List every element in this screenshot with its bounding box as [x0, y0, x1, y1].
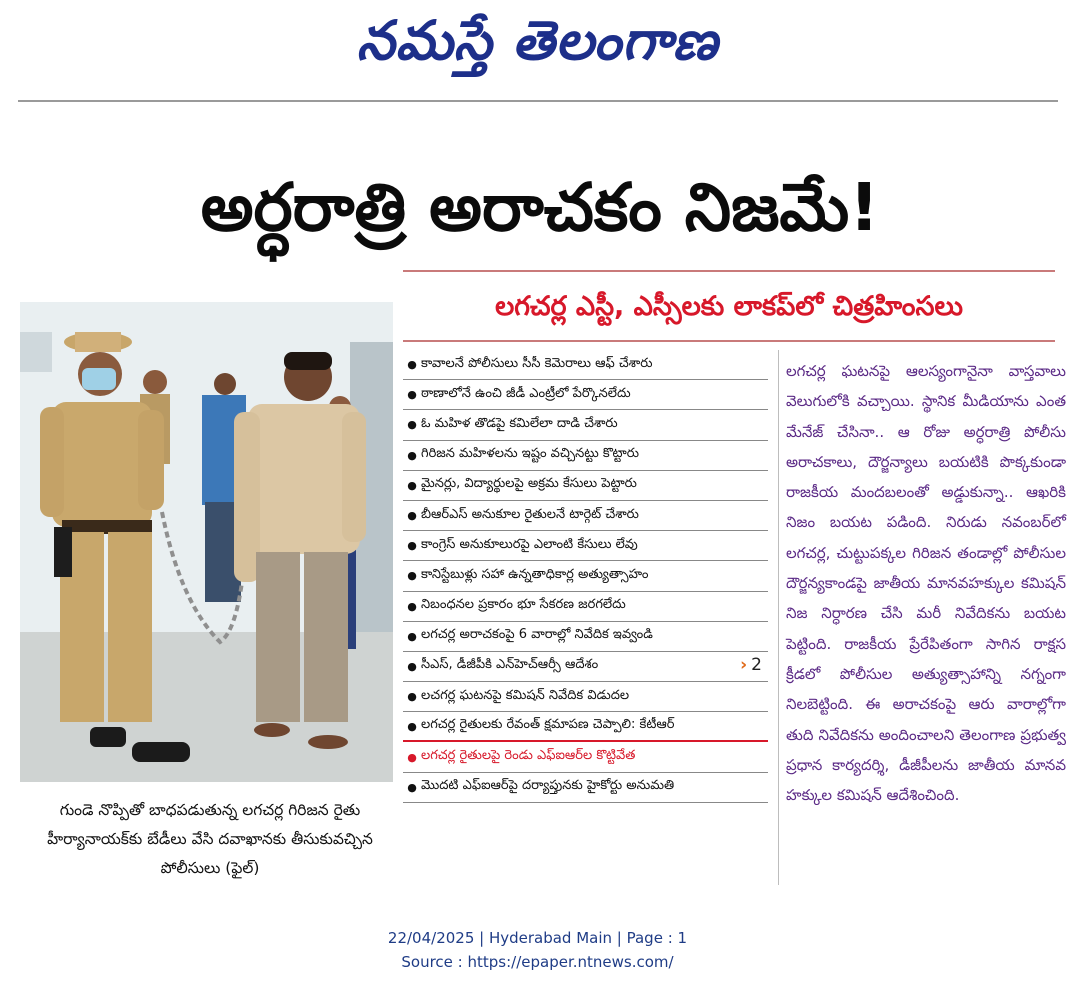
bullet-text: ఠాణాలోనే ఉంచి జీడీ ఎంట్రీలో పేర్కొనలేదు [421, 385, 631, 401]
bullet-text: మైనర్లు, విద్యార్థులపై అక్రమ కేసులు పెట్టారు [421, 476, 637, 492]
bullet-item-highlight [403, 742, 768, 772]
page-number: 2 [751, 654, 762, 675]
bullet-item [403, 682, 768, 712]
bullet-item [403, 441, 768, 471]
bullet-icon: ● [407, 509, 417, 523]
bullet-text: లచగర్ల ఘటనపై కమిషన్‌ నివేదిక విడుదల [421, 687, 630, 703]
bullet-icon: ● [407, 418, 417, 432]
bullet-text: కానిస్టేబుళ్లు సహా ఉన్నతాధికార్ల అత్యుత్సాహం [421, 566, 649, 582]
subheadline-bottom-rule [403, 340, 1055, 342]
bullet-text: మొదటి ఎఫ్‌ఐఆర్‌పై దర్యాప్తునకు హైకోర్టు అనుమతి [421, 778, 675, 794]
masthead-divider [18, 100, 1058, 102]
newspaper-logo: నమస్తే తెలంగాణ [356, 8, 719, 72]
bullet-text: కావాలనే పోలీసులు సీసీ కెమెరాలు ఆఫ్‌ చేశారు [421, 355, 653, 371]
footer-date-edition: 22/04/2025 | Hyderabad Main | Page : 1 [387, 929, 688, 947]
bullet-item [403, 380, 768, 410]
photo-caption: గుండె నొప్పితో బాధపడుతున్న లగచర్ల గిరిజన రైతు హీర్యానాయక్‌కు బేడీలు వేసి దవాఖానకు తీసుకువచ్చిన పోలీసులు (ఫైల్‌) [47, 801, 373, 877]
bullet-icon: ● [407, 448, 417, 462]
main-headline: అర్ధరాత్రి అరాచకం నిజమే! [200, 169, 880, 246]
subheadline-top-rule [403, 270, 1055, 272]
bullet-item [403, 471, 768, 501]
bullet-icon: ● [407, 750, 417, 764]
article-body: లగచర్ల ఘటనపై ఆలస్యంగానైనా వాస్తవాలు వెలుగులోకి వచ్చాయి. స్థానిక మీడియాను ఎంత మేనేజ్‌ చేసినా.. ఆ రోజు అర్ధరాత్రి పోలీసు అరాచకాలు, దౌర్జన్యాలు బయటికి పొక్కకుండా రాజకీయ మందబలంతో అడ్డుకున్నా.. ఆఖరికి నిజం బయట పడింది. నిరుడు నవంబర్‌లో లగచర్ల, చుట్టుపక్కల గిరిజన తండాల్లో పోలీసుల దౌర్జన్యకాండపై జాతీయ మానవహక్కుల కమిషన్‌ నిజ నిర్ధారణ చేసి మరీ నివేదికను బయట పెట్టింది. రాజకీయ ప్రేరేపితంగా సాగిన రాక్షస క్రీడలో పోలీసుల అత్యుత్సాహాన్ని నగ్నంగా నిలబెట్టింది. ఈ అరాచకంపై ఆరు వారాల్లోగా తుది నివేదికను అందించాలని తెలంగాణ ప్రభుత్వ ప్రధాన కార్యదర్శి, డీజీపీలను జాతీయ మానవ హక్కుల కమిషన్‌ ఆదేశించింది. [786, 362, 1066, 805]
bullet-item [403, 501, 768, 531]
bullet-icon: ● [407, 780, 417, 794]
bullet-text: ఓ మహిళ తొడపై కమిలేలా దాడి చేశారు [421, 415, 618, 431]
bullet-icon: ● [407, 388, 417, 402]
bullet-icon: ● [407, 478, 417, 492]
bullet-text: నిబంధనల ప్రకారం భూ సేకరణ జరగలేదు [421, 597, 626, 613]
column-divider [778, 350, 779, 885]
bullet-list [403, 350, 768, 803]
masthead [0, 0, 1075, 100]
bullet-item [403, 350, 768, 380]
bullet-item [403, 561, 768, 591]
bullet-item [403, 592, 768, 622]
page-reference[interactable] [740, 655, 762, 675]
bullet-icon: ● [407, 690, 417, 704]
chevron-right-icon: › [740, 654, 748, 675]
police-escort-illustration [20, 302, 393, 782]
bullet-icon: ● [407, 358, 417, 372]
news-photo [20, 302, 393, 782]
bullet-icon: ● [407, 659, 417, 673]
bullet-icon: ● [407, 539, 417, 553]
subheadline: లగచర్ల ఎస్టీ, ఎస్సీలకు లాకప్‌లో చిత్రహింసలు [495, 291, 963, 322]
bullet-text: లగచర్ల రైతులపై రెండు ఎఫ్‌ఐఆర్‌ల కొట్టివేత [421, 748, 636, 764]
bullet-item [403, 652, 768, 682]
page-footer [0, 926, 1075, 974]
footer-source-link[interactable]: Source : https://epaper.ntnews.com/ [401, 953, 674, 971]
bullet-text: కాంగ్రెస్‌ అనుకూలురపై ఎలాంటి కేసులు లేవు [421, 536, 638, 552]
bullet-icon: ● [407, 569, 417, 583]
bullet-item [403, 410, 768, 440]
bullet-item [403, 531, 768, 561]
bullet-icon: ● [407, 599, 417, 613]
bullet-item [403, 712, 768, 742]
bullet-text: లగచర్ల అరాచకంపై 6 వారాల్లో నివేదిక ఇవ్వండి [421, 627, 653, 643]
bullet-text: గిరిజన మహిళలను ఇష్టం వచ్చినట్టు కొట్టారు [421, 446, 639, 462]
bullet-icon: ● [407, 719, 417, 733]
bullet-item [403, 622, 768, 652]
bullet-text: బీఆర్‌ఎస్‌ అనుకూల రైతులనే టార్గెట్‌ చేశారు [421, 506, 639, 522]
bullet-icon: ● [407, 629, 417, 643]
bullet-text: సీఎస్‌, డీజీపీకి ఎన్‌హెచ్‌ఆర్సీ ఆదేశం [421, 657, 599, 673]
bullet-text: లగచర్ల రైతులకు రేవంత్‌ క్షమాపణ చెప్పాలి: కేటీఆర్‌ [421, 717, 675, 733]
bullet-item [403, 773, 768, 803]
